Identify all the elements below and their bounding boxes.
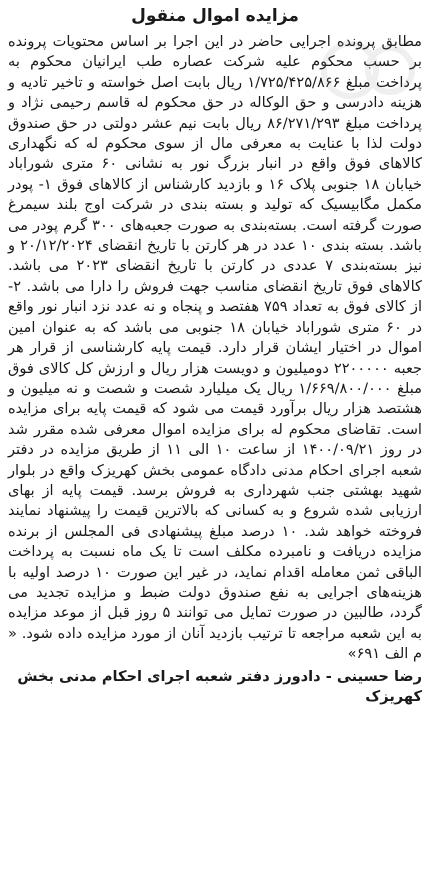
notice-title: مزایده اموال منقول	[131, 6, 299, 26]
notice-body: مطابق پرونده اجرایی حاضر در این اجرا بر اساس محتویات پرونده بر حسب محکوم علیه شرکت عصاره طب ایرانیان محکوم به پرداخت مبلغ ۱/۷۲۵/۴۲۵/۸۶۶ ریال بابت اصل خواسته و تاخیر تادیه و هزینه دادرسی و حق الوکاله در حق محکوم له قاسم رحیمی نژاد و پرداخت مبلغ ۸۶/۲۷۱/۲۹۳ ریال بابت نیم عشر دولتی در حق صندوق دولت لذا با عنایت به معرفی مال از سوی محکوم له که نگهداری کالاهای فوق واقع در انبار بزرگ نور به نشانی ۶۰ متری شوراباد خیابان ۱۸ جنوبی پلاک ۱۶ و بازدید کارشناس از کالاهای فوق ۱- پودر مکمل مگابیسیک که تولید و بسته بندی در شرکت اوج بلند سیمرغ صورت گرفته است. بسته‌بندی به صورت جعبه‌های ۳۰۰ گرم پودر می باشد. بسته بندی ۱۰ عدد در هر کارتن با تاریخ انقضای ۲۰/۱۲/۲۰۲۴ و نیز بسته‌بندی ۷ عددی در کارتن با تاریخ انقضای ۲۰۲۳ می باشد. کالاهای فوق تاریخ انقضای مناسب جهت فروش را دارا می باشد. ۲- از کالای فوق به تعداد ۷۵۹ هفتصد و پنجاه و نه عدد نزد انبار نور واقع در ۶۰ متری شوراباد خیابان ۱۸ جنوبی می باشد که به عنوان امین اموال در اختیار ایشان قرار دارد. قیمت پایه کارشناسی از قرار هر جعبه ۲۲۰۰۰۰۰ دومیلیون و دویست هزار ریال و ارزش کل کالای فوق مبلغ ۱/۶۶۹/۸۰۰/۰۰۰ ریال یک میلیارد شصت و شصت و نه میلیون و هشتصد هزار ریال برآورد قیمت می شود که قیمت پایه برای مزایده است. تقاضای محکوم له برای مزایده اموال معرفی شده مقرر شد در روز ۱۴۰۰/۰۹/۲۱ از ساعت ۱۰ الی ۱۱ از طریق مزایده در دفتر شعبه اجرای احکام مدنی دادگاه عمومی بخش کهریزک واقع در بلوار شهید بهشتی جنب شهرداری به فروش برسد. قیمت پایه از بهای ارزیابی شده شروع و به کسانی که بالاترین قیمت را پیشنهاد نمایند فروخته خواهد شد. ۱۰ درصد مبلغ پیشنهادی فی المجلس از برنده مزایده دریافت و نامبرده مکلف است تا یک ماه نسبت به پرداخت الباقی ثمن معامله اقدام نماید، در غیر این صورت ۱۰ درصد اولیه با هزینه‌های اجرایی به نفع صندوق دولت ضبط و مزایده تجدید می گردد، طالبین در صورت تمایل می توانند ۵ روز قبل از موعد مزایده به این شعبه مراجعه تا ترتیب بازدید آنان از مورد مزایده داده شود. « م الف ۶۹۱»	[8, 33, 423, 663]
notice-signature: رضا حسینی - دادورز دفتر شعبه اجرای احکام مدنی بخش کهریزک	[17, 667, 422, 705]
auction-notice	[8, 4, 422, 876]
